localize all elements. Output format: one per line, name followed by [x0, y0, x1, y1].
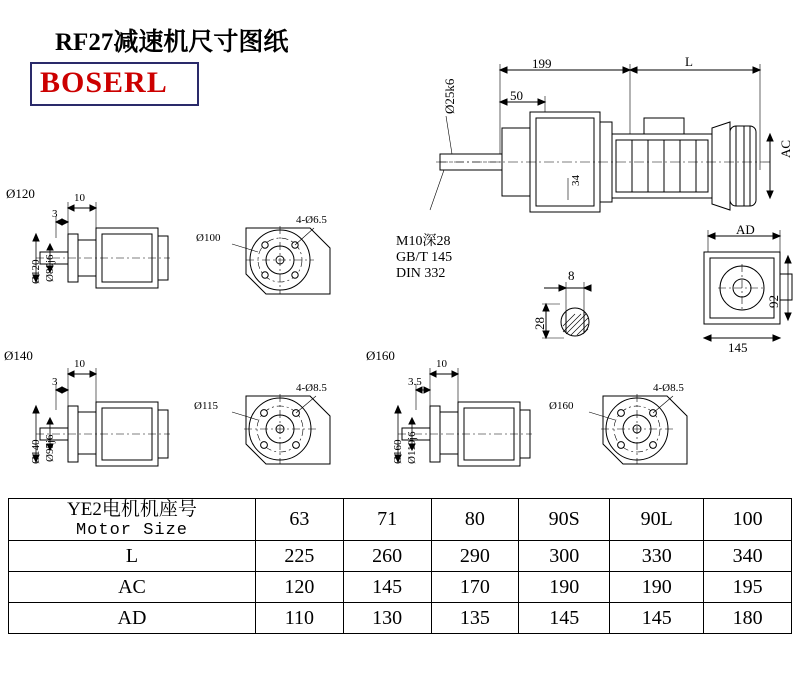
flange160-dim-3-5: 3.5	[408, 376, 422, 388]
spec-table	[8, 498, 792, 634]
dim-L-label: L	[685, 54, 693, 69]
flange140-dim-3: 3	[52, 376, 58, 388]
row-label-AC: AC	[9, 572, 256, 603]
cell-AC-80: 170	[431, 572, 519, 603]
page-title: RF27减速机尺寸图纸	[55, 29, 289, 56]
flange160-dim-10: 10	[436, 358, 447, 370]
table-header-cn: YE2电机机座号	[67, 499, 197, 520]
cell-AD-100: 180	[704, 603, 792, 634]
brand-logo-text: BOSERL	[40, 66, 168, 99]
thread-note-line3: DIN 332	[396, 266, 446, 281]
cell-L-90L: 330	[610, 541, 704, 572]
dim-8-label: 8	[568, 268, 575, 283]
cell-AC-90S: 190	[519, 572, 610, 603]
flange140-front-view	[194, 382, 348, 484]
flange160-bolt-circle: Ø160	[549, 400, 574, 412]
cell-AD-90L: 145	[610, 603, 704, 634]
dim-50-label: 50	[510, 88, 523, 103]
row-label-AD: AD	[9, 603, 256, 634]
flange140-bolt-circle: Ø115	[194, 400, 219, 412]
dim-92-label: 92	[766, 295, 781, 308]
table-size-3: 90S	[519, 499, 610, 541]
table-size-5: 100	[704, 499, 792, 541]
table-header-motorsize	[9, 499, 256, 541]
flange140-holes: 4-Ø8.5	[296, 382, 327, 394]
cell-AD-90S: 145	[519, 603, 610, 634]
motor-end-view	[680, 222, 798, 362]
table-size-2: 80	[431, 499, 519, 541]
flange160-dia160: Ø160	[392, 439, 404, 464]
flange140-dia95: Ø95j6	[44, 434, 56, 462]
cell-AD-63: 110	[256, 603, 344, 634]
flange120-front-view	[196, 214, 348, 314]
table-row	[9, 572, 792, 603]
center-thread-note	[396, 230, 452, 282]
flange140-outer-label: Ø140	[4, 348, 33, 363]
cell-L-90S: 300	[519, 541, 610, 572]
flange120-side-view	[30, 190, 215, 300]
cell-AC-71: 145	[343, 572, 431, 603]
table-size-4: 90L	[610, 499, 704, 541]
shaft-diameter-label: Ø25k6	[442, 78, 457, 114]
cell-L-100: 340	[704, 541, 792, 572]
dim-AC-label: AC	[778, 139, 793, 158]
flange120-dim-10: 10	[74, 192, 85, 204]
cell-L-63: 225	[256, 541, 344, 572]
brand-logo	[30, 62, 199, 106]
table-row	[9, 603, 792, 634]
cell-AD-80: 135	[431, 603, 519, 634]
dim-AD-label: AD	[736, 222, 755, 237]
table-header-en: Motor Size	[75, 520, 189, 540]
flange120-dim-3: 3	[52, 208, 58, 220]
flange140-side-view	[30, 356, 215, 476]
flange160-outer-label: Ø160	[366, 348, 395, 363]
dim-199-label: 199	[532, 56, 552, 71]
dim-34-label: 34	[570, 175, 582, 186]
flange120-bolt-circle: Ø100	[196, 232, 221, 244]
cell-AC-90L: 190	[610, 572, 704, 603]
dim-28-label: 28	[532, 317, 547, 330]
cell-L-80: 290	[431, 541, 519, 572]
row-label-L: L	[9, 541, 256, 572]
flange160-front-view	[549, 382, 705, 484]
table-row-header	[9, 499, 792, 541]
dim-145-label: 145	[728, 340, 748, 355]
flange160-holes: 4-Ø8.5	[653, 382, 684, 394]
flange140-dia140: Ø140	[30, 439, 42, 464]
flange120-dia80: Ø80j6	[44, 254, 56, 282]
table-size-1: 71	[343, 499, 431, 541]
main-assembly-view	[400, 50, 800, 250]
thread-note-line1: M10深28	[396, 234, 451, 249]
flange120-holes: 4-Ø6.5	[296, 214, 327, 226]
table-row	[9, 541, 792, 572]
flange160-dia110: Ø110j6	[406, 431, 418, 464]
cell-AD-71: 130	[343, 603, 431, 634]
thread-note-line2: GB/T 145	[396, 250, 453, 265]
keyway-detail-view	[530, 268, 620, 348]
cell-AC-100: 195	[704, 572, 792, 603]
cell-L-71: 260	[343, 541, 431, 572]
cell-AC-63: 120	[256, 572, 344, 603]
flange160-side-view	[392, 356, 577, 476]
flange140-dim-10: 10	[74, 358, 85, 370]
flange120-outer-label: Ø120	[6, 186, 35, 201]
table-size-0: 63	[256, 499, 344, 541]
flange120-dia120: Ø120	[30, 259, 42, 284]
